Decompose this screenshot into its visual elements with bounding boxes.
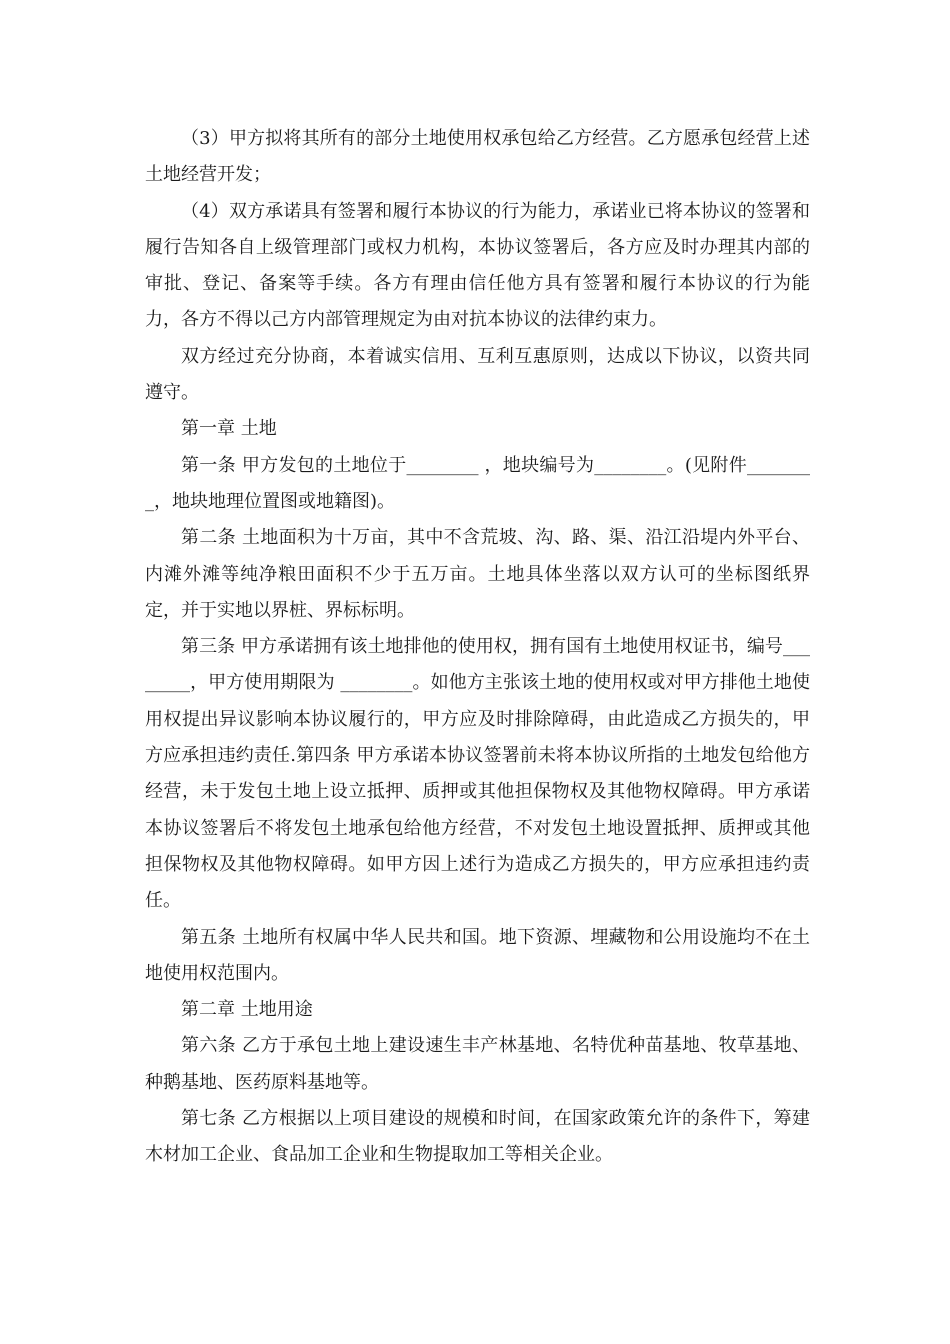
paragraph-agreement-intro: 双方经过充分协商，本着诚实信用、互利互惠原则，达成以下协议，以资共同遵守。 (145, 345, 810, 404)
article-3-and-4: 第三条 甲方承诺拥有该土地排他的使用权，拥有国有土地使用权证书，编号________，甲方使用期限为 ________。如他方主张该土地的使用权或对甲方排他土地使用权提出异议影响本协议履行的，甲方应及时排除障碍，由此造成乙方损失的，甲方应承担违约责任.第四条 甲方承诺本协议签署前未将本协议所指的土地发包给他方经营，未于发包土地上设立抵押、质押或其他担保物权及其他物权障碍。甲方承诺本协议签署后不将发包土地承包给他方经营，不对发包土地设置抵押、质押或其他担保物权及其他物权障碍。如甲方因上述行为造成乙方损失的，甲方应承担违约责任。 (145, 636, 810, 912)
article-2: 第二条 土地面积为十万亩，其中不含荒坡、沟、路、渠、沿江沿堤内外平台、内滩外滩等纯净粮田面积不少于五万亩。土地具体坐落以双方认可的坐标图纸界定，并于实地以界桩、界标标明。 (145, 527, 810, 621)
article-7: 第七条 乙方根据以上项目建设的规模和时间，在国家政策允许的条件下，筹建木材加工企业、食品加工企业和生物提取加工等相关企业。 (145, 1108, 810, 1166)
chapter-1-heading: 第一章 土地 (181, 418, 277, 440)
paragraph-clause-3: （3）甲方拟将其所有的部分土地使用权承包给乙方经营。乙方愿承包经营上述土地经营开发； (145, 128, 810, 186)
article-1: 第一条 甲方发包的土地位于________ ，地块编号为________。(见附件________，地块地理位置图或地籍图)。 (145, 454, 810, 512)
document-body (145, 121, 810, 1174)
article-5: 第五条 土地所有权属中华人民共和国。地下资源、埋藏物和公用设施均不在土地使用权范围内。 (145, 926, 810, 984)
paragraph-clause-4: （4）双方承诺具有签署和履行本协议的行为能力，承诺业已将本协议的签署和履行告知各自上级管理部门或权力机构，本协议签署后，各方应及时办理其内部的审批、登记、备案等手续。各方有理由信任他方具有签署和履行本协议的行为能力，各方不得以己方内部管理规定为由对抗本协议的法律约束力。 (145, 200, 810, 331)
article-6: 第六条 乙方于承包土地上建设速生丰产林基地、名特优种苗基地、牧草基地、种鹅基地、医药原料基地等。 (145, 1035, 810, 1093)
chapter-2-heading: 第二章 土地用途 (181, 999, 313, 1021)
